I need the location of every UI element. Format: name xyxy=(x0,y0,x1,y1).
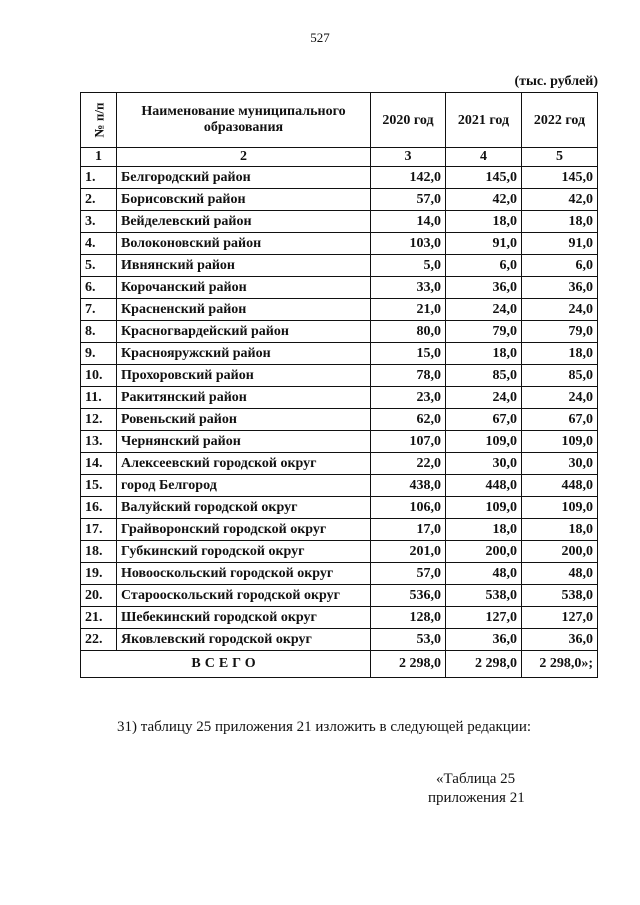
value-2021: 109,0 xyxy=(446,497,522,519)
value-2021: 538,0 xyxy=(446,585,522,607)
value-2020: 142,0 xyxy=(371,167,446,189)
row-number: 19. xyxy=(81,563,117,585)
table-row xyxy=(81,365,598,387)
value-2020: 103,0 xyxy=(371,233,446,255)
value-2020: 53,0 xyxy=(371,629,446,651)
value-2022: 448,0 xyxy=(522,475,598,497)
row-number: 9. xyxy=(81,343,117,365)
value-2021: 48,0 xyxy=(446,563,522,585)
value-2022: 42,0 xyxy=(522,189,598,211)
value-2020: 438,0 xyxy=(371,475,446,497)
municipality-name: Старооскольский городской округ xyxy=(117,585,371,607)
table-row xyxy=(81,387,598,409)
row-number: 13. xyxy=(81,431,117,453)
row-number: 14. xyxy=(81,453,117,475)
municipality-name: Прохоровский район xyxy=(117,365,371,387)
value-2021: 36,0 xyxy=(446,277,522,299)
value-2022: 48,0 xyxy=(522,563,598,585)
header-num-label: № п/п xyxy=(91,102,106,138)
table-row xyxy=(81,585,598,607)
value-2022: 18,0 xyxy=(522,343,598,365)
row-number: 7. xyxy=(81,299,117,321)
table-row xyxy=(81,497,598,519)
municipality-name: Белгородский район xyxy=(117,167,371,189)
municipality-name: Ракитянский район xyxy=(117,387,371,409)
total-v2022: 2 298,0»; xyxy=(522,651,598,678)
column-index: 4 xyxy=(446,148,522,167)
row-number: 1. xyxy=(81,167,117,189)
row-number: 20. xyxy=(81,585,117,607)
row-number: 5. xyxy=(81,255,117,277)
budget-table xyxy=(80,92,598,678)
row-number: 16. xyxy=(81,497,117,519)
value-2022: 145,0 xyxy=(522,167,598,189)
total-v2021: 2 298,0 xyxy=(446,651,522,678)
row-number: 6. xyxy=(81,277,117,299)
value-2020: 14,0 xyxy=(371,211,446,233)
value-2021: 67,0 xyxy=(446,409,522,431)
municipality-name: Ровеньский район xyxy=(117,409,371,431)
table-row xyxy=(81,167,598,189)
table-row xyxy=(81,343,598,365)
municipality-name: Корочанский район xyxy=(117,277,371,299)
column-index: 1 xyxy=(81,148,117,167)
value-2022: 109,0 xyxy=(522,431,598,453)
value-2022: 538,0 xyxy=(522,585,598,607)
value-2020: 62,0 xyxy=(371,409,446,431)
header-year-2020: 2020 год xyxy=(371,93,446,148)
value-2022: 36,0 xyxy=(522,277,598,299)
row-number: 17. xyxy=(81,519,117,541)
value-2022: 24,0 xyxy=(522,387,598,409)
column-index: 2 xyxy=(117,148,371,167)
column-index: 3 xyxy=(371,148,446,167)
column-index-row xyxy=(81,148,598,167)
row-number: 4. xyxy=(81,233,117,255)
value-2021: 448,0 xyxy=(446,475,522,497)
total-label: ВСЕГО xyxy=(81,651,371,678)
value-2022: 127,0 xyxy=(522,607,598,629)
units-label: (тыс. рублей) xyxy=(514,74,598,89)
municipality-name: Алексеевский городской округ xyxy=(117,453,371,475)
municipality-name: Чернянский район xyxy=(117,431,371,453)
value-2022: 18,0 xyxy=(522,211,598,233)
table-reference-appendix: приложения 21 xyxy=(428,790,525,806)
value-2020: 80,0 xyxy=(371,321,446,343)
table-row xyxy=(81,431,598,453)
value-2021: 18,0 xyxy=(446,211,522,233)
value-2020: 57,0 xyxy=(371,189,446,211)
value-2021: 24,0 xyxy=(446,299,522,321)
table-reference-title: «Таблица 25 xyxy=(436,771,516,787)
value-2020: 23,0 xyxy=(371,387,446,409)
value-2020: 22,0 xyxy=(371,453,446,475)
municipality-name: Красногвардейский район xyxy=(117,321,371,343)
value-2020: 536,0 xyxy=(371,585,446,607)
municipality-name: Борисовский район xyxy=(117,189,371,211)
header-name: Наименование муниципального образования xyxy=(117,93,371,148)
value-2020: 106,0 xyxy=(371,497,446,519)
value-2020: 57,0 xyxy=(371,563,446,585)
value-2022: 109,0 xyxy=(522,497,598,519)
value-2020: 33,0 xyxy=(371,277,446,299)
row-number: 8. xyxy=(81,321,117,343)
table-row xyxy=(81,277,598,299)
value-2021: 200,0 xyxy=(446,541,522,563)
row-number: 18. xyxy=(81,541,117,563)
table-row xyxy=(81,255,598,277)
table-row xyxy=(81,189,598,211)
value-2022: 24,0 xyxy=(522,299,598,321)
value-2020: 21,0 xyxy=(371,299,446,321)
row-number: 10. xyxy=(81,365,117,387)
municipality-name: Краснояружский район xyxy=(117,343,371,365)
header-year-2021: 2021 год xyxy=(446,93,522,148)
municipality-name: Ивнянский район xyxy=(117,255,371,277)
value-2020: 201,0 xyxy=(371,541,446,563)
value-2022: 67,0 xyxy=(522,409,598,431)
table-row xyxy=(81,211,598,233)
instruction-text: 31) таблицу 25 приложения 21 изложить в следующей редакции: xyxy=(117,719,532,735)
value-2020: 5,0 xyxy=(371,255,446,277)
municipality-name: Шебекинский городской округ xyxy=(117,607,371,629)
row-number: 21. xyxy=(81,607,117,629)
table-row xyxy=(81,607,598,629)
value-2021: 79,0 xyxy=(446,321,522,343)
page-number: 527 xyxy=(310,30,330,45)
value-2022: 18,0 xyxy=(522,519,598,541)
row-number: 15. xyxy=(81,475,117,497)
table-row xyxy=(81,321,598,343)
row-number: 22. xyxy=(81,629,117,651)
municipality-name: Новооскольский городской округ xyxy=(117,563,371,585)
value-2022: 91,0 xyxy=(522,233,598,255)
row-number: 11. xyxy=(81,387,117,409)
value-2020: 107,0 xyxy=(371,431,446,453)
value-2020: 17,0 xyxy=(371,519,446,541)
municipality-name: город Белгород xyxy=(117,475,371,497)
value-2022: 79,0 xyxy=(522,321,598,343)
total-row xyxy=(81,651,598,678)
value-2021: 145,0 xyxy=(446,167,522,189)
value-2020: 128,0 xyxy=(371,607,446,629)
value-2022: 30,0 xyxy=(522,453,598,475)
table-row xyxy=(81,629,598,651)
column-index: 5 xyxy=(522,148,598,167)
value-2022: 36,0 xyxy=(522,629,598,651)
table-header-row xyxy=(81,93,598,148)
value-2021: 91,0 xyxy=(446,233,522,255)
value-2021: 6,0 xyxy=(446,255,522,277)
municipality-name: Красненский район xyxy=(117,299,371,321)
municipality-name: Валуйский городской округ xyxy=(117,497,371,519)
row-number: 2. xyxy=(81,189,117,211)
table-row xyxy=(81,453,598,475)
municipality-name: Губкинский городской округ xyxy=(117,541,371,563)
row-number: 12. xyxy=(81,409,117,431)
table-row xyxy=(81,519,598,541)
value-2021: 42,0 xyxy=(446,189,522,211)
value-2020: 15,0 xyxy=(371,343,446,365)
municipality-name: Вейделевский район xyxy=(117,211,371,233)
value-2021: 85,0 xyxy=(446,365,522,387)
value-2021: 109,0 xyxy=(446,431,522,453)
value-2021: 36,0 xyxy=(446,629,522,651)
header-year-2022: 2022 год xyxy=(522,93,598,148)
table-row xyxy=(81,299,598,321)
value-2022: 85,0 xyxy=(522,365,598,387)
value-2020: 78,0 xyxy=(371,365,446,387)
municipality-name: Волоконовский район xyxy=(117,233,371,255)
table-row xyxy=(81,233,598,255)
value-2022: 200,0 xyxy=(522,541,598,563)
table-row xyxy=(81,541,598,563)
header-num xyxy=(81,93,117,148)
total-v2020: 2 298,0 xyxy=(371,651,446,678)
table-row xyxy=(81,563,598,585)
municipality-name: Грайворонский городской округ xyxy=(117,519,371,541)
municipality-name: Яковлевский городской округ xyxy=(117,629,371,651)
value-2021: 30,0 xyxy=(446,453,522,475)
value-2021: 24,0 xyxy=(446,387,522,409)
row-number: 3. xyxy=(81,211,117,233)
table-row xyxy=(81,409,598,431)
value-2022: 6,0 xyxy=(522,255,598,277)
value-2021: 127,0 xyxy=(446,607,522,629)
table-row xyxy=(81,475,598,497)
value-2021: 18,0 xyxy=(446,519,522,541)
value-2021: 18,0 xyxy=(446,343,522,365)
